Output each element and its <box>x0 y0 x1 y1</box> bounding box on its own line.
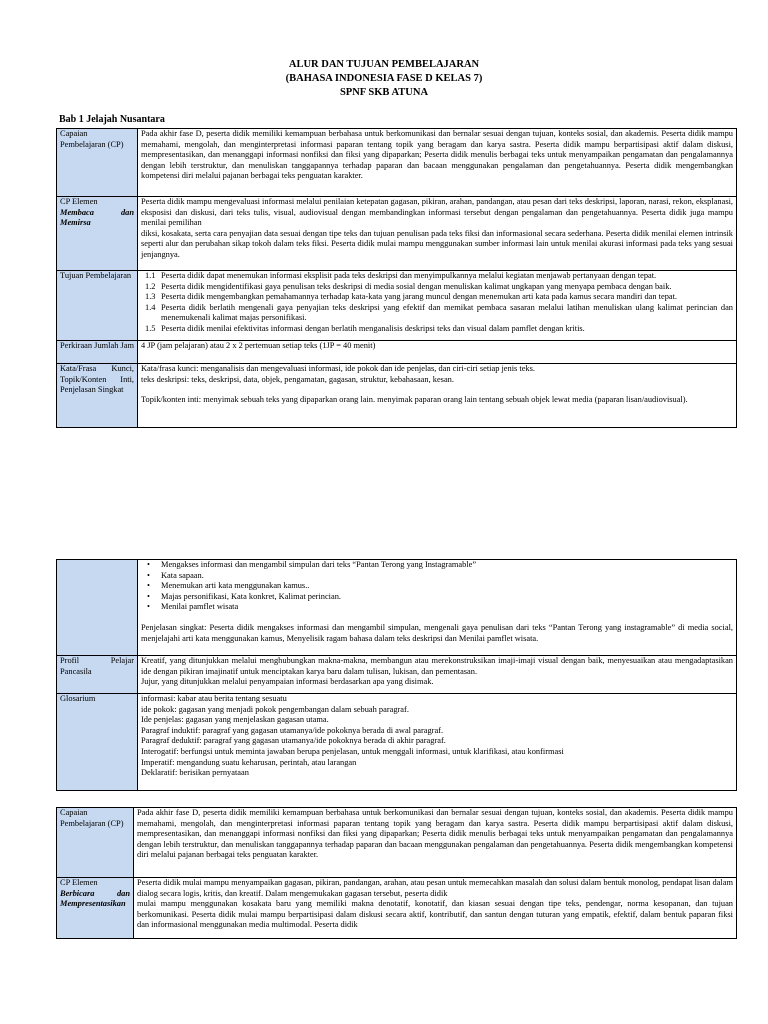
topik-bullet-item: • Menilai pamflet wisata <box>161 602 733 613</box>
text-cp-elemen-2-2: mulai mampu menggunakan kosakata baru yang memiliki makna denotatif, konotatif, dan kiasan sesuai dengan tipe teks, pendengar, norma kesopanan, dan tujuan berkomunikasi. Peserta didik mulai mampu berpartisipasi dalam diskusi secara aktif, kontributif, dan santun dengan tuturan yang empatik, efektif, dalam bentuk paparan fiksi dan informasional menggunakan media multimodal. Peserta didik <box>137 899 733 930</box>
chapter-heading: Bab 1 Jelajah Nusantara <box>59 114 165 125</box>
profil-line-2: Jujur, yang ditunjukkan melalui penyampaian informasi berdasarkan apa yang disimak. <box>141 677 434 687</box>
label-empty <box>57 560 138 656</box>
glosarium-entry: informasi: kabar atau berita tentang sesuatu <box>141 694 287 703</box>
row-cp-elemen <box>57 197 737 271</box>
text-perkiraan: 4 JP (jam pelajaran) atau 2 x 2 pertemuan setiap teks (1JP = 40 menit) <box>138 341 737 364</box>
table-chapter-1-speaking <box>56 807 737 939</box>
doc-subtitle: (BAHASA INDONESIA FASE D KELAS 7) <box>285 73 483 84</box>
tujuan-item <box>141 292 733 303</box>
school-name: SPNF SKB ATUNA <box>339 87 429 98</box>
label-glosarium: Glosarium <box>57 694 138 791</box>
text-cp-elemen-2: diksi, kosakata, serta cara penyajian data sesuai dengan tipe teks dan tujuan penulisan pada teks fiksi dan informasional secara sederhana. Peserta didik menilai elemen intrinsik seperti alur dan perubahan sikap tokoh dalam teks fiksi. Peserta didik mulai mampu menggunakan sumber informasi lain untuk menilai akurasi informasi pada teks yang sesuai jenjangnya. <box>141 228 733 259</box>
row-glosarium <box>57 694 737 791</box>
kata-kunci-line-3: Topik/konten inti: menyimak sebuah teks yang dipaparkan orang lain. menyimak paparan orang lain tentang sebuah objek lewat media (paparan lisan/audiovisual). <box>141 395 688 405</box>
text-cp-elemen-2-1: Peserta didik mulai mampu menyampaikan gagasan, pikiran, pandangan, arahan, atau pesan untuk memecahkan masalah dan solusi dalam bentuk monolog, pendapat lisan dalam dialog secara logis, kritis, dan kreatif. Dalam mengemukakan gagasan tersebut, peserta didik <box>137 878 733 898</box>
glosarium-entry: Paragraf induktif: paragraf yang gagasan utamanya/ide pokoknya berada di awal paragraf. <box>141 725 444 735</box>
tujuan-item-number: 1.5 <box>145 323 156 333</box>
table-chapter-1-continued <box>56 559 737 791</box>
profil-line-1: Kreatif, yang ditunjukkan melalui menghubungkan makna-makna, membangun atau merekonstruksikan imaji-imaji visual dengan baik, menyesuaikan atau mengadaptasikan ide dengan pikiran imajinatif untuk menciptakan karya baru dalam tulisan, lukisan, dan pementasan. <box>141 656 733 676</box>
glosarium-entry: ide pokok: gagasan yang menjadi pokok pengembangan dalam sebuah paragraf. <box>141 704 409 714</box>
label-cp-elemen-2-a: CP Elemen <box>60 878 98 887</box>
label-tujuan: Tujuan Pembelajaran <box>57 271 138 341</box>
row-profil <box>57 656 737 694</box>
topik-bullet-item: • Menemukan arti kata menggunakan kamus.. <box>161 581 733 592</box>
tujuan-item <box>141 324 733 335</box>
row-kata-kunci <box>57 364 737 428</box>
tujuan-item-number: 1.1 <box>145 271 156 280</box>
label-profil: Profil Pelajar Pancasila <box>57 656 138 694</box>
topik-bullet-item: • Majas personifikasi, Kata konkret, Kalimat perincian. <box>161 592 733 603</box>
tujuan-item-text: Peserta didik mengidentifikasi gaya penulisan teks deskripsi di media sosial dengan menuliskan kalimat ungkapan yang menyapa pembaca dengan baik. <box>161 281 672 291</box>
label-capaian: Capaian Pembelajaran (CP) <box>57 129 138 197</box>
text-profil <box>138 656 737 694</box>
kata-kunci-line-1: Kata/frasa kunci: menganalisis dan mengevaluasi informasi, ide pokok dan ide penjelas, dan ciri-ciri setiap jenis teks. <box>141 364 535 373</box>
label-perkiraan: Perkiraan Jumlah Jam <box>57 341 138 364</box>
text-topik-lanjutan <box>138 560 737 656</box>
topik-bullet-item: • Mengakses informasi dan mengambil simpulan dari teks “Pantan Terong yang Instagramable” <box>161 560 733 571</box>
text-capaian-2: Pada akhir fase D, peserta didik memiliki kemampuan berbahasa untuk berkomunikasi dan bernalar sesuai dengan tujuan, konteks sosial, dan akademis. Peserta didik mampu memahami, mengolah, dan menginterpretasi informasi paparan tentang topik yang beragam dan karya sastra. Peserta didik mampu berpartisipasi aktif dalam diskusi, mempresentasikan, dan menanggapi informasi nonfiksi dan fiksi yang dipaparkan; Peserta didik menulis berbagai teks untuk menyampaikan pengamatan dan pengalamannya dengan lebih terstruktur, dan menuliskan tanggapannya terhadap paparan dan bacaan menggunakan pengalaman dan pengetahuannya. Peserta didik mengembangkan kompetensi diri melalui pajanan berbagai teks penguatan karakter. <box>134 808 737 878</box>
tujuan-item-text: Peserta didik dapat menemukan informasi eksplisit pada teks deskripsi dan menyimpulkannya melalui kegiatan menjawab pertanyaan dengan tepat. <box>161 271 657 280</box>
tujuan-item-number: 1.4 <box>145 302 156 312</box>
topik-bullet-item: • Kata sapaan. <box>161 571 733 582</box>
text-kata-kunci <box>138 364 737 428</box>
tujuan-item <box>141 282 733 293</box>
label-cp-elemen <box>57 197 138 271</box>
glosarium-entry: Paragraf deduktif: paragraf yang gagasan utamanya/ide pokoknya berada di akhir paragraf. <box>141 736 446 746</box>
glosarium-entry: Interogatif: berfungsi untuk meminta jawaban berupa penjelasan, untuk menggali informasi, untuk klarifikasi, atau konfirmasi <box>141 746 564 756</box>
doc-title: ALUR DAN TUJUAN PEMBELAJARAN <box>288 59 480 70</box>
row-topik-lanjutan <box>57 560 737 656</box>
tujuan-item-text: Peserta didik menilai efektivitas informasi dengan berlatih menganalisis deskripsi teks dan visual dalam pamflet dengan kritis. <box>161 323 585 333</box>
glosarium-entry: Imperatif: mengandung suatu keharusan, perintah, atau larangan <box>141 757 357 767</box>
glosarium-entry: Ide penjelas: gagasan yang menjelaskan gagasan utama. <box>141 715 329 725</box>
text-cp-elemen-1: Peserta didik mampu mengevaluasi informasi melalui penilaian ketepatan gagasan, pikiran, arahan, pandangan, atau pesan dari teks deskripsi, laporan, narasi, rekon, eksplanasi, eksposisi dan diskusi, dari teks tulis, visual, audiovisual dengan membandingkan informasi tersebut dengan pengalaman dan pengetahuannya. Peserta didik juga mampu menilai pemilihan <box>141 197 733 228</box>
label-cp-elemen-2-b: Berbicara dan Mempresentasikan <box>60 888 130 909</box>
row-tujuan <box>57 271 737 341</box>
text-glosarium <box>138 694 737 791</box>
penjelasan-singkat: Penjelasan singkat: Peserta didik mengakses informasi dan mengambil simpulan, mengenali gaya penulisan dari teks “Pantan Terong yang instagramable” di media social, menjelajahi arti kata menggunakan kamus, Menyelisik ragam bahasa dalam teks deskripsi dan Menilai pamflet wisata. <box>141 622 733 643</box>
label-capaian-2: Capaian Pembelajaran (CP) <box>57 808 134 878</box>
label-cp-elemen-2 <box>57 878 134 939</box>
text-cp-elemen-2 <box>134 878 737 939</box>
row-cp-elemen-2 <box>57 878 737 939</box>
tujuan-item <box>141 271 733 282</box>
label-kata-kunci: Kata/Frasa Kunci, Topik/Konten Inti, Penjelasan Singkat <box>57 364 138 428</box>
text-cp-elemen <box>138 197 737 271</box>
text-tujuan <box>138 271 737 341</box>
label-cp-elemen-a: CP Elemen <box>60 197 98 206</box>
row-capaian <box>57 129 737 197</box>
glosarium-entry: Deklaratif: berisikan pernyataan <box>141 768 249 778</box>
tujuan-item-number: 1.2 <box>145 281 156 291</box>
text-capaian: Pada akhir fase D, peserta didik memiliki kemampuan berbahasa untuk berkomunikasi dan bernalar sesuai dengan tujuan, konteks sosial, dan akademis. Peserta didik mampu memahami, mengolah, dan menginterpretasi informasi paparan tentang topik yang beragam dan karya sastra. Peserta didik mampu berpartisipasi aktif dalam diskusi, mempresentasikan, dan menanggapi informasi nonfiksi dan fiksi yang dipaparkan; Peserta didik menulis berbagai teks untuk menyampaikan pengamatan dan pengalamannya dengan lebih terstruktur, dan menuliskan tanggapannya terhadap paparan dan bacaan menggunakan pengalaman dan pengetahuannya. Peserta didik mengembangkan kompetensi diri melalui pajanan berbagai teks penguatan karakter. <box>138 129 737 197</box>
tujuan-item-text: Peserta didik berlatih mengenali gaya penyajian teks deskripsi yang efektif dan memikat pembaca sasaran melalui latihan menuliskan ulang kalimat perincian dan menemukenali kalimat majas personifikasi. <box>161 302 733 323</box>
label-cp-elemen-b: Membaca dan Memirsa <box>60 207 134 228</box>
tujuan-item-text: Peserta didik mengembangkan pemahamannya terhadap kata-kata yang jarang muncul dengan menemukan arti kata pada kamus secara mandiri dan tepat. <box>161 292 678 302</box>
row-capaian-2 <box>57 808 737 878</box>
table-chapter-1 <box>56 128 737 428</box>
row-perkiraan <box>57 341 737 364</box>
kata-kunci-line-2: teks deskripsi: teks, deskripsi, data, objek, pengamatan, gagasan, struktur, kebahasaan, kesan. <box>141 374 454 384</box>
tujuan-item <box>141 303 733 324</box>
tujuan-item-number: 1.3 <box>145 292 156 302</box>
